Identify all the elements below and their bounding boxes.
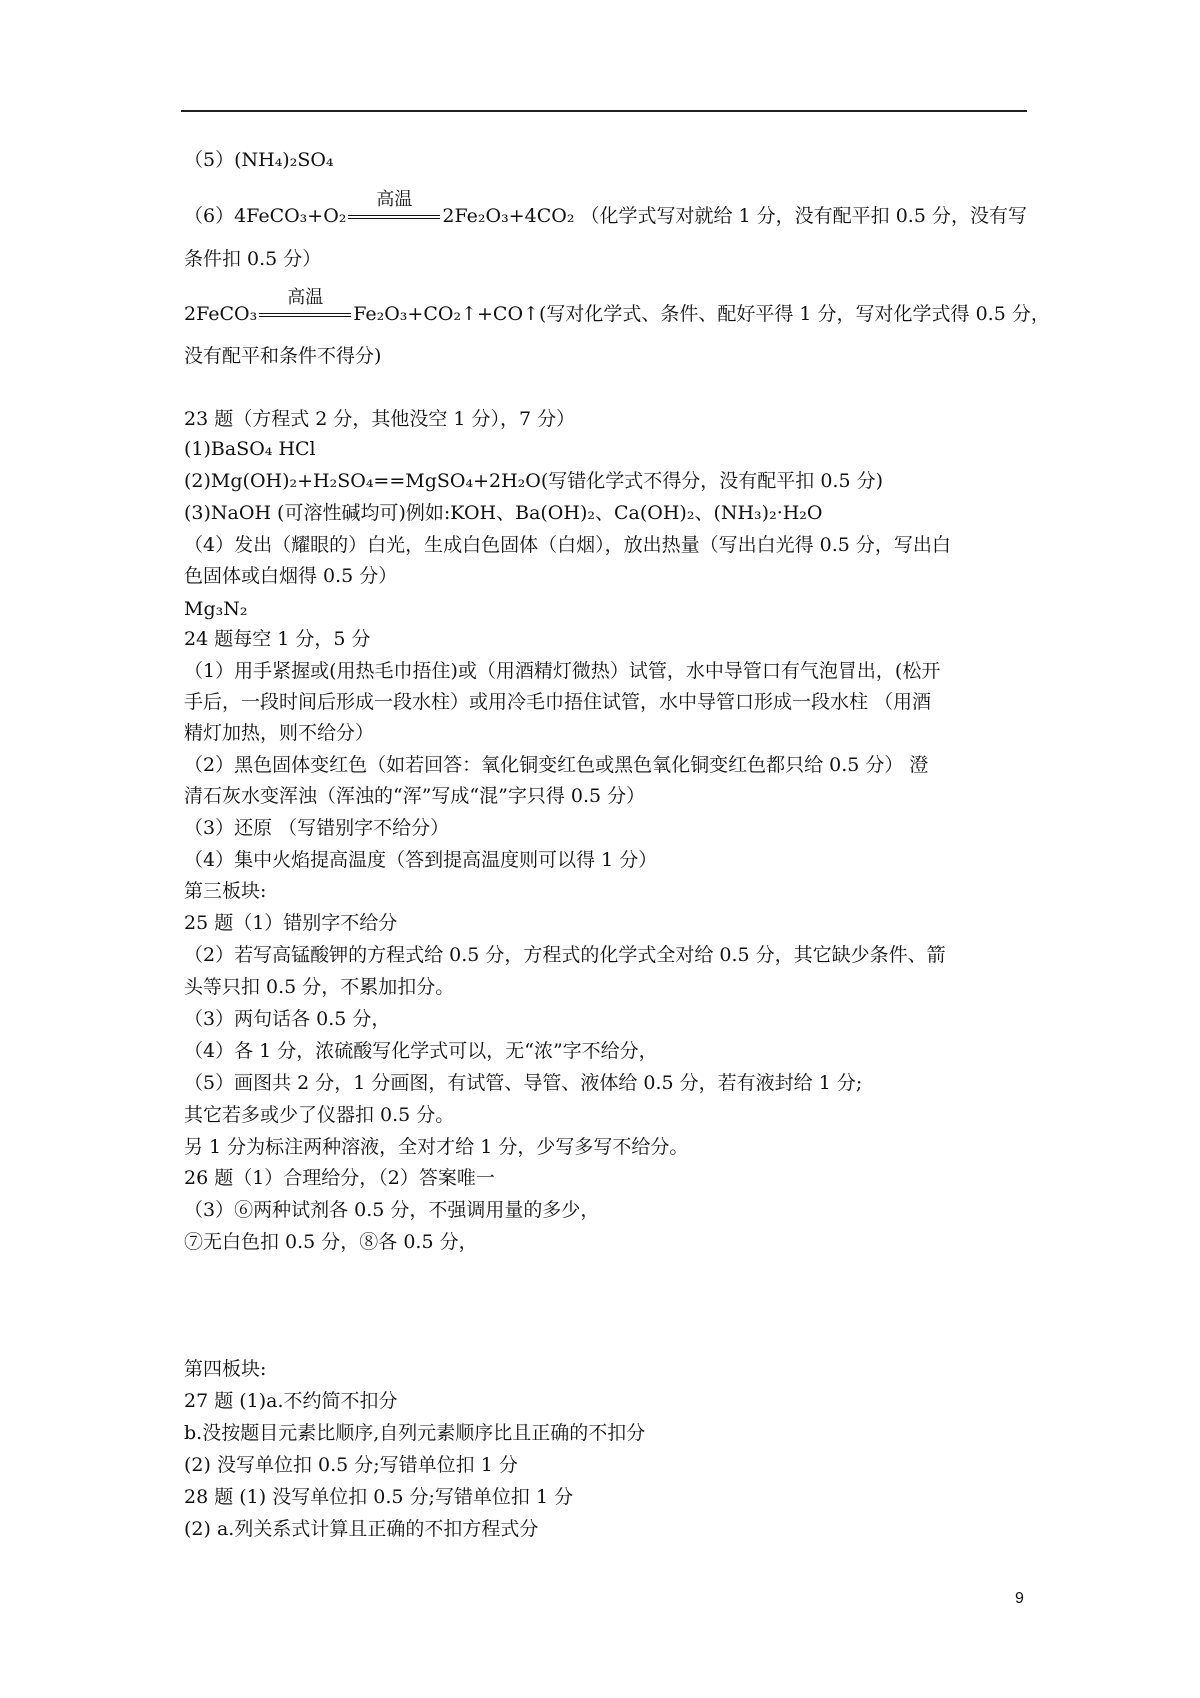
answer-line: (2)Mg(OH)₂+H₂SO₄==MgSO₄+2H₂O(写错化学式不得分，没有配平扣 0.5 分): [184, 470, 883, 492]
answer-line: （4）集中火焰提高温度（答到提高温度则可以得 1 分）: [184, 849, 658, 871]
answer-line-equation: [184, 189, 1027, 228]
answer-line: 头等只扣 0.5 分，不累加扣分。: [184, 976, 455, 998]
answer-line: 精灯加热，则不给分）: [184, 722, 375, 744]
question-heading: 27 题 (1)a.不约简不扣分: [184, 1390, 398, 1412]
answer-line: Mg₃N₂: [184, 598, 248, 620]
answer-line: 色固体或白烟得 0.5 分）: [184, 565, 398, 587]
answer-line: b.没按题目元素比顺序,自列元素顺序比且正确的不扣分: [184, 1422, 646, 1444]
section-heading: 第四板块:: [184, 1358, 267, 1380]
answer-line: 另 1 分为标注两种溶液，全对才给 1 分，少写多写不给分。: [184, 1136, 689, 1158]
page-number: 9: [1015, 1590, 1024, 1607]
answer-line: （2）黑色固体变红色（如若回答：氧化铜变红色或黑色氧化铜变红色都只给 0.5 分） 澄: [184, 754, 929, 776]
answer-line: (1)BaSO₄ HCl: [184, 438, 316, 460]
answer-line: 手后，一段时间后形成一段水柱）或用冷毛巾捂住试管，水中导管口形成一段水柱 （用酒: [184, 691, 932, 713]
answer-line: 条件扣 0.5 分）: [184, 248, 322, 270]
answer-line: （4）各 1 分，浓硫酸写化学式可以，无“浓”字不给分，: [184, 1040, 658, 1062]
answer-line: (3)NaOH (可溶性碱均可)例如:KOH、Ba(OH)₂、Ca(OH)₂、(NH₃)₂·H₂O: [184, 502, 823, 524]
answer-line: 清石灰水变浑浊（浑浊的“浑”写成“混”字只得 0.5 分）: [184, 785, 646, 807]
question-heading: 26 题（1）合理给分，（2）答案唯一: [184, 1167, 495, 1189]
header-rule: [181, 110, 1027, 112]
reaction-condition: [348, 189, 440, 222]
answer-line: 没有配平和条件不得分): [184, 345, 382, 367]
answer-line: （5）画图共 2 分，1 分画图，有试管、导管、液体给 0.5 分，若有液封给 1 分;: [184, 1072, 863, 1094]
condition-label: 高温: [287, 287, 324, 308]
condition-label: 高温: [376, 189, 413, 210]
section-heading: 第三板块:: [184, 880, 267, 902]
question-heading: 23 题（方程式 2 分，其他没空 1 分），7 分）: [184, 408, 576, 430]
answer-line-equation: [184, 287, 1050, 326]
answer-line: （4）发出（耀眼的）白光，生成白色固体（白烟），放出热量（写出白光得 0.5 分，写出白: [184, 534, 951, 556]
equation-right: Fe₂O₃+CO₂↑+CO↑(写对化学式、条件、配好平得 1 分，写对化学式得 0.5 分，: [353, 303, 1050, 325]
answer-line: （3）两句话各 0.5 分，: [184, 1008, 391, 1030]
answer-line: （3）还原 （写错别字不给分）: [184, 817, 450, 839]
question-heading: 25 题（1）错别字不给分: [184, 912, 398, 934]
equation-left: 2FeCO₃: [184, 303, 258, 325]
answer-line: ⑦无白色扣 0.5 分，⑧各 0.5 分，: [184, 1231, 478, 1253]
answer-line: （1）用手紧握或(用热毛巾捂住)或（用酒精灯微热）试管，水中导管口有气泡冒出，(松开: [184, 660, 941, 682]
equation-right: 2Fe₂O₃+4CO₂ （化学式写对就给 1 分，没有配平扣 0.5 分，没有写: [442, 205, 1027, 227]
answer-line: (2) 没写单位扣 0.5 分;写错单位扣 1 分: [184, 1454, 518, 1476]
answer-line: (2) a.列关系式计算且正确的不扣方程式分: [184, 1518, 539, 1540]
equation-left: （6）4FeCO₃+O₂: [184, 205, 347, 227]
answer-line: （2）若写高锰酸钾的方程式给 0.5 分，方程式的化学式全对给 0.5 分，其它缺少条件、箭: [184, 944, 946, 966]
question-heading: 28 题 (1) 没写单位扣 0.5 分;写错单位扣 1 分: [184, 1486, 574, 1508]
answer-line: 其它若多或少了仪器扣 0.5 分。: [184, 1104, 455, 1126]
reaction-condition: [259, 287, 351, 320]
question-heading: 24 题每空 1 分，5 分: [184, 628, 371, 650]
answer-line: （5）(NH₄)₂SO₄: [184, 149, 334, 171]
answer-line: （3）⑥两种试剂各 0.5 分，不强调用量的多少，: [184, 1199, 600, 1221]
